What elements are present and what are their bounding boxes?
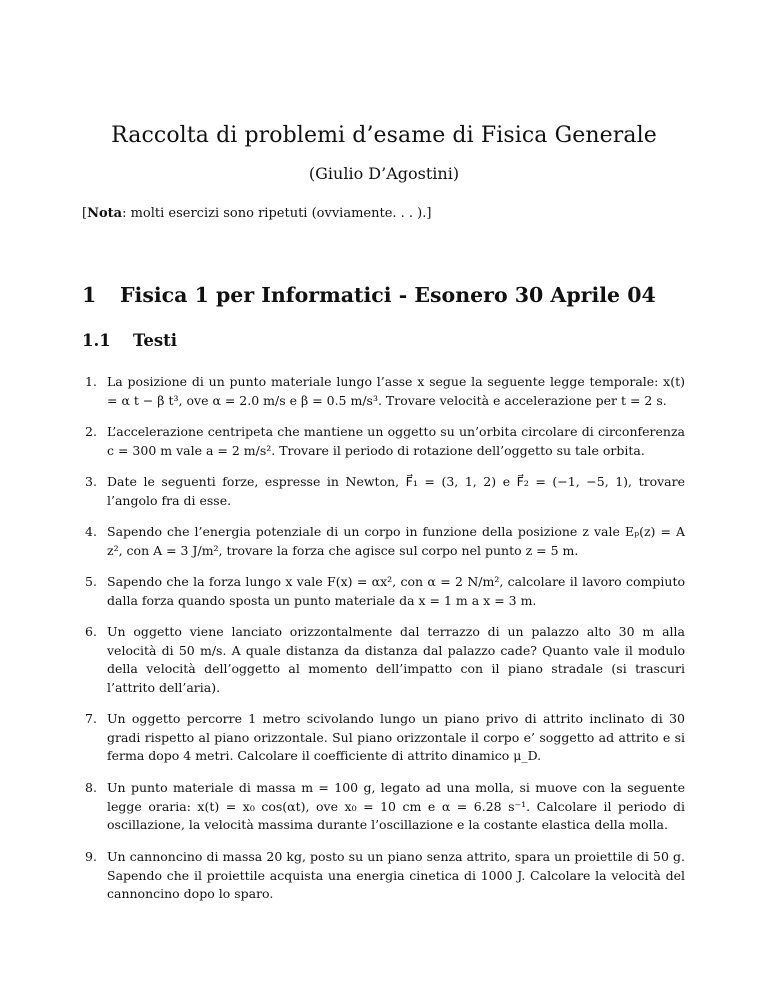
subsection-number: 1.1 [82, 331, 111, 350]
subsection-heading [82, 330, 177, 351]
editor-note [82, 205, 431, 222]
problem-item [85, 373, 685, 410]
subsection-title: Testi [133, 331, 178, 350]
document-title: Raccolta di problemi d’esame di Fisica Generale [111, 123, 657, 148]
problem-number: 8. [85, 780, 97, 795]
problem-text: Un cannoncino di massa 20 kg, posto su un piano senza attrito, spara un proiettile di 50 g. Sapendo che il proiettile acquista una energia cinetica di 1000 J. Calcolare la velocità del cannoncino dopo lo sparo. [107, 849, 685, 901]
problem-item [85, 473, 685, 510]
problem-text: Un oggetto percorre 1 metro scivolando lungo un piano privo di attrito inclinato di 30 gradi rispetto al piano orizzontale. Sul piano orizzontale il corpo e’ soggetto ad attrito e si ferma dopo 4 metri. Calcolare il coefficiente di attrito dinamico μ_D. [107, 711, 685, 763]
section-heading [82, 282, 656, 308]
problem-item [85, 423, 685, 460]
problem-text: Un punto materiale di massa m = 100 g, legato ad una molla, si muove con la seguente legge oraria: x(t) = x₀ cos(αt), ove x₀ = 10 cm e α = 6.28 s⁻¹. Calcolare il periodo di oscillazione, la velocità massima durante l’oscillazione e la costante elastica della molla. [107, 780, 685, 832]
problem-number: 1. [85, 374, 97, 389]
problem-number: 9. [85, 849, 97, 864]
problem-item [85, 710, 685, 766]
note-open-bracket: [ [82, 206, 88, 221]
problem-text: Sapendo che l’energia potenziale di un corpo in funzione della posizione z vale Eₚ(z) = A z², con A = 3 J/m², trovare la forza che agisce sul corpo nel punto z = 5 m. [107, 524, 685, 558]
problem-text: Date le seguenti forze, espresse in Newton, F⃗₁ = (3, 1, 2) e F⃗₂ = (−1, −5, 1), trovare l’angolo fra di esse. [107, 474, 685, 508]
section-number: 1 [82, 283, 97, 307]
problem-number: 3. [85, 474, 97, 489]
problem-text: L’accelerazione centripeta che mantiene un oggetto su un’orbita circolare di circonferenza c = 300 m vale a = 2 m/s². Trovare il periodo di rotazione dell’oggetto su tale orbita. [107, 424, 685, 458]
problem-number: 6. [85, 624, 97, 639]
problem-item [85, 573, 685, 610]
document-author: (Giulio D’Agostini) [308, 164, 460, 183]
problem-item [85, 623, 685, 697]
problem-text: La posizione di un punto materiale lungo l’asse x segue la seguente legge temporale: x(t) = α t − β t³, ove α = 2.0 m/s e β = 0.5 m/s³. Trovare velocità e accelerazione per t = 2 s. [107, 374, 685, 408]
section-title: Fisica 1 per Informatici - Esonero 30 Aprile 04 [120, 283, 656, 307]
problem-text: Sapendo che la forza lungo x vale F(x) = αx², con α = 2 N/m², calcolare il lavoro compiuto dalla forza quando sposta un punto materiale da x = 1 m a x = 3 m. [107, 574, 685, 608]
problem-item [85, 523, 685, 560]
note-label: Nota [87, 206, 123, 221]
problem-item [85, 779, 685, 835]
problem-number: 5. [85, 574, 97, 589]
problem-number: 7. [85, 711, 97, 726]
problem-text: Un oggetto viene lanciato orizzontalmente dal terrazzo di un palazzo alto 30 m alla velocità di 50 m/s. A quale distanza da distanza dal palazzo cade? Quanto vale il modulo della velocità dell’oggetto al momento dell’impatto con il piano stradale (si trascuri l’attrito dell’aria). [107, 624, 685, 695]
problem-number: 2. [85, 424, 97, 439]
note-text: : molti esercizi sono ripetuti (ovviamente. . . ).] [122, 206, 432, 221]
problem-number: 4. [85, 524, 97, 539]
problem-item [85, 848, 685, 904]
